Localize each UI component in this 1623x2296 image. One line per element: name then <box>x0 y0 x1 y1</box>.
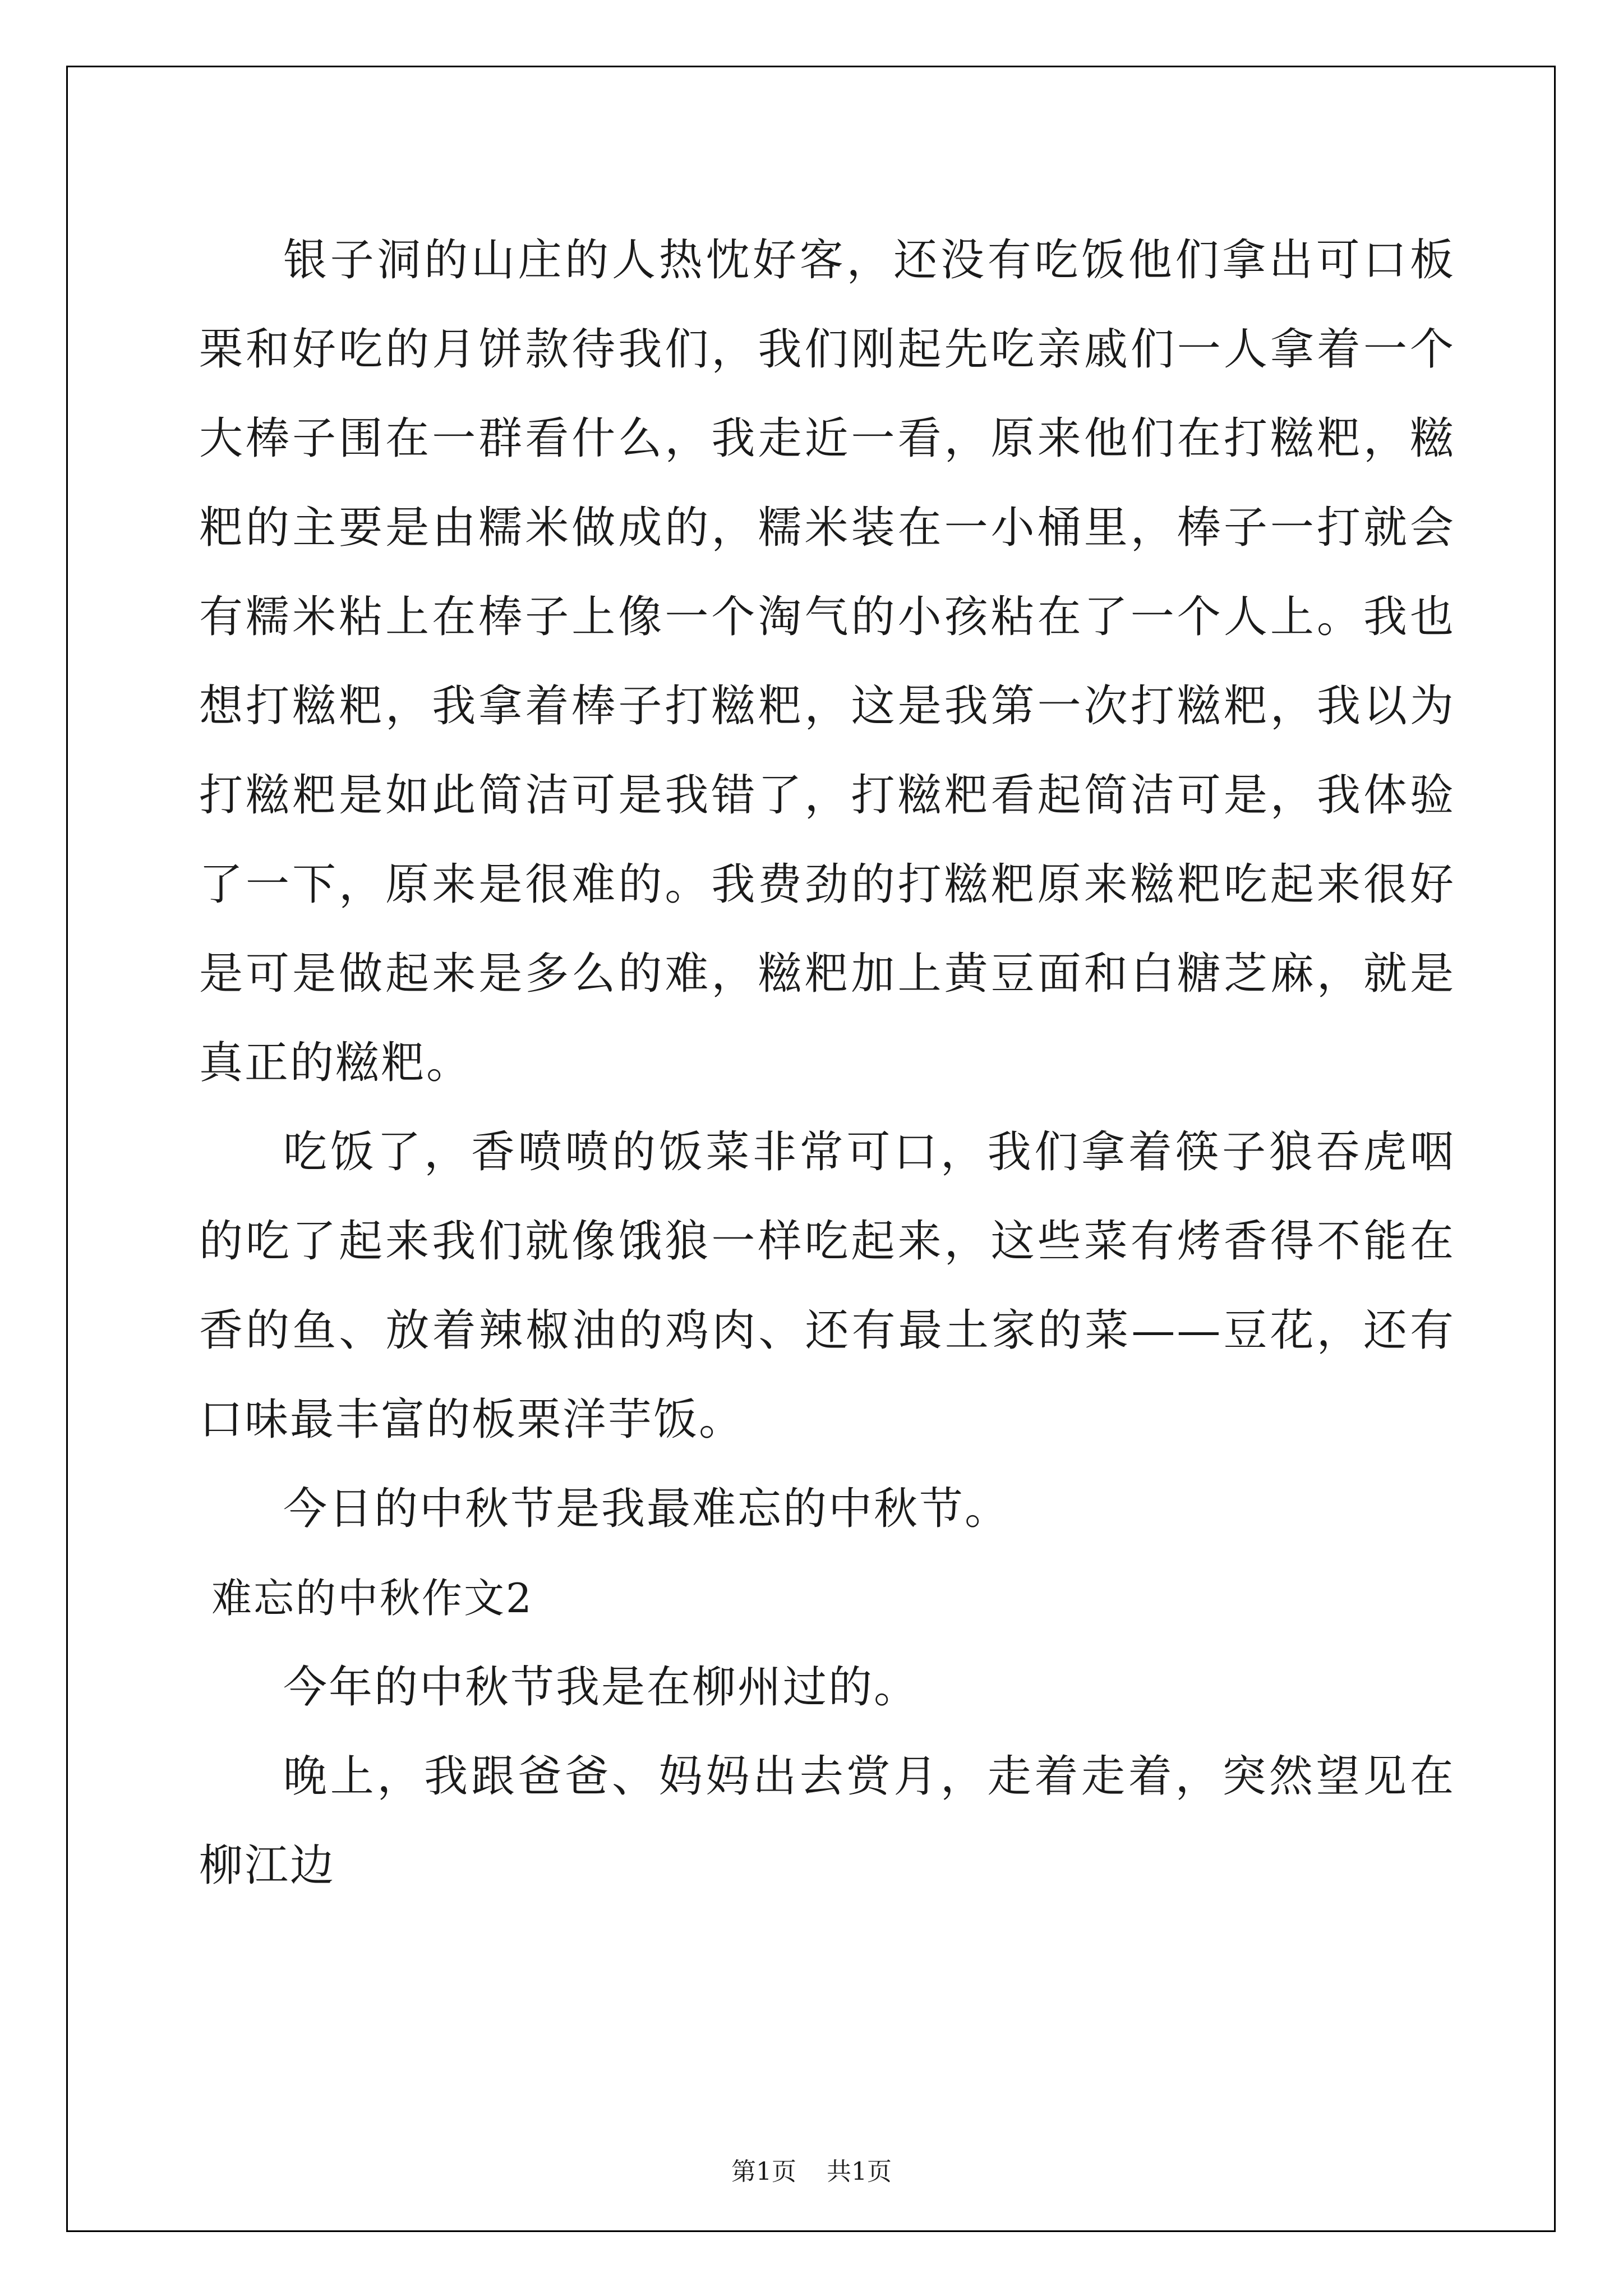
page-count: 共1页 <box>827 2157 892 2186</box>
paragraph-5: 晚上，我跟爸爸、妈妈出去赏月，走着走着，突然望见在柳江边 <box>199 1751 1455 1891</box>
page-number: 第1页 <box>731 2157 796 2186</box>
paragraph-4: 今年的中秋节我是在柳州过的。 <box>283 1662 920 1713</box>
section-heading: 难忘的中秋作文2 <box>211 1575 533 1622</box>
paragraph-1: 银子洞的山庄的人热忱好客，还没有吃饭他们拿出可口板栗和好吃的月饼款待我们，我们刚起先吃亲戚们一人拿着一个大棒子围在一群看什么，我走近一看，原来他们在打糍粑，糍粑的主要是由糯米做成的，糯米装在一小桶里，棒子一打就会有糯米粘上在棒子上像一个淘气的小孩粘在了一个人上。我也想打糍粑，我拿着棒子打糍粑，这是我第一次打糍粑，我以为打糍粑是如此简洁可是我错了，打糍粑看起简洁可是，我体验了一下，原来是很难的。我费劲的打糍粑原来糍粑吃起来很好是可是做起来是多么的难，糍粑加上黄豆面和白糖芝麻，就是真正的糍粑。 <box>199 235 1455 1088</box>
paragraph-2: 吃饭了，香喷喷的饭菜非常可口，我们拿着筷子狼吞虎咽的吃了起来我们就像饿狼一样吃起来，这些菜有烤香得不能在香的鱼、放着辣椒油的鸡肉、还有最土家的菜——豆花，还有口味最丰富的板栗洋芋饭。 <box>199 1127 1455 1445</box>
page-footer <box>0 2151 1623 2187</box>
document-body <box>199 216 1455 1911</box>
paragraph-3: 今日的中秋节是我最难忘的中秋节。 <box>283 1484 1011 1534</box>
